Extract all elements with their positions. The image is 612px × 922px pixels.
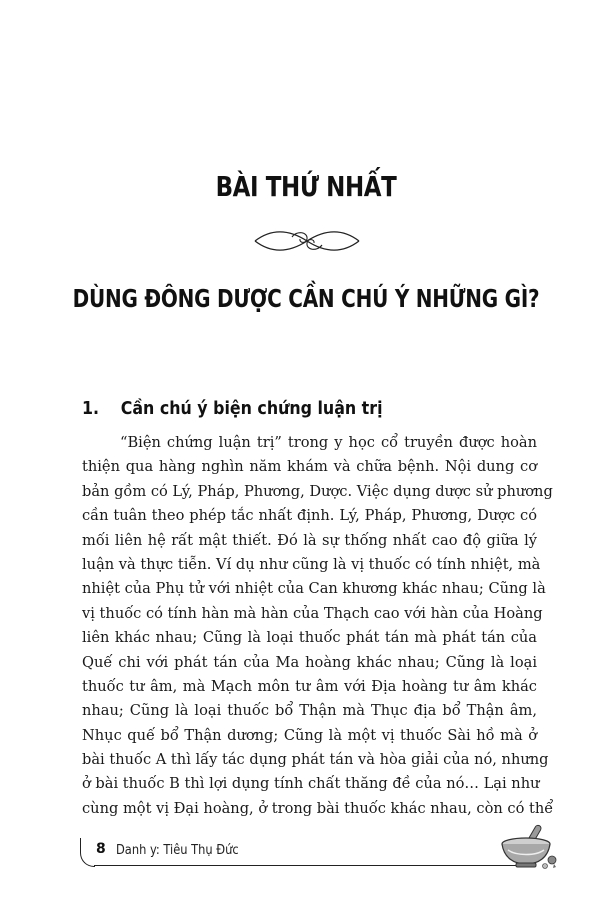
body-line: Nhục quế bổ Thận dương; Cũng là một vị thuốc Sài hồ mà ở	[82, 726, 537, 744]
section-number: 1.	[82, 398, 100, 419]
series-title: Danh y: Tiêu Thụ Đức	[116, 843, 239, 858]
section-heading-text: Cần chú ý biện chứng luận trị	[120, 398, 383, 419]
body-line: cùng một vị Đại hoàng, ở trong bài thuốc khác nhau, còn có thể	[82, 799, 554, 817]
body-line: Quế chi với phát tán của Ma hoàng khác nhau; Cũng là loại	[82, 653, 537, 671]
body-line: bài thuốc A thì lấy tác dụng phát tán và hòa giải của nó, nhưng	[82, 751, 549, 769]
body-line: ở bài thuốc B thì lợi dụng tính chất thăng đề của nó… Lại như	[82, 775, 540, 793]
swirl-ornament-icon	[252, 226, 362, 256]
mortar-pestle-icon	[498, 822, 560, 870]
body-line: nhau; Cũng là loại thuốc bổ Thận mà Thục địa bổ Thận âm,	[82, 702, 537, 720]
body-line: bản gồm có Lý, Pháp, Phương, Dược. Việc dụng dược sử phương	[82, 482, 553, 500]
body-line: vị thuốc có tính hàn mà hàn của Thạch cao với hàn của Hoàng	[82, 604, 543, 622]
page-footer	[70, 830, 550, 870]
body-line: nhiệt của Phụ tử với nhiệt của Can khương khác nhau; Cũng là	[82, 580, 546, 598]
page-number: 8	[96, 841, 106, 857]
body-line: “Biện chứng luận trị” trong y học cổ truyền được hoàn	[120, 434, 537, 451]
chapter-subtitle: DÙNG ĐÔNG DƯỢC CẦN CHÚ Ý NHỮNG GÌ?	[72, 284, 540, 313]
section-heading	[82, 398, 383, 419]
body-line: thiện qua hàng nghìn năm khám và chữa bệnh. Nội dung cơ	[82, 458, 537, 476]
body-line: mối liên hệ rất mật thiết. Đó là sự thống nhất cao độ giữa lý	[82, 531, 537, 549]
body-line: luận và thực tiễn. Ví dụ như cũng là vị thuốc có tính nhiệt, mà	[82, 555, 541, 573]
body-line: liên khác nhau; Cũng là loại thuốc phát tán mà phát tán của	[82, 629, 537, 647]
body-line: thuốc tư âm, mà Mạch môn tư âm với Địa hoàng tư âm khác	[82, 677, 537, 695]
footer-bracket	[80, 838, 95, 867]
body-line: cần tuân theo phép tắc nhất định. Lý, Pháp, Phương, Dược có	[82, 507, 537, 525]
chapter-title: BÀI THỨ NHẤT	[215, 170, 397, 203]
footer-rule	[94, 865, 524, 866]
body-paragraph	[82, 431, 554, 821]
